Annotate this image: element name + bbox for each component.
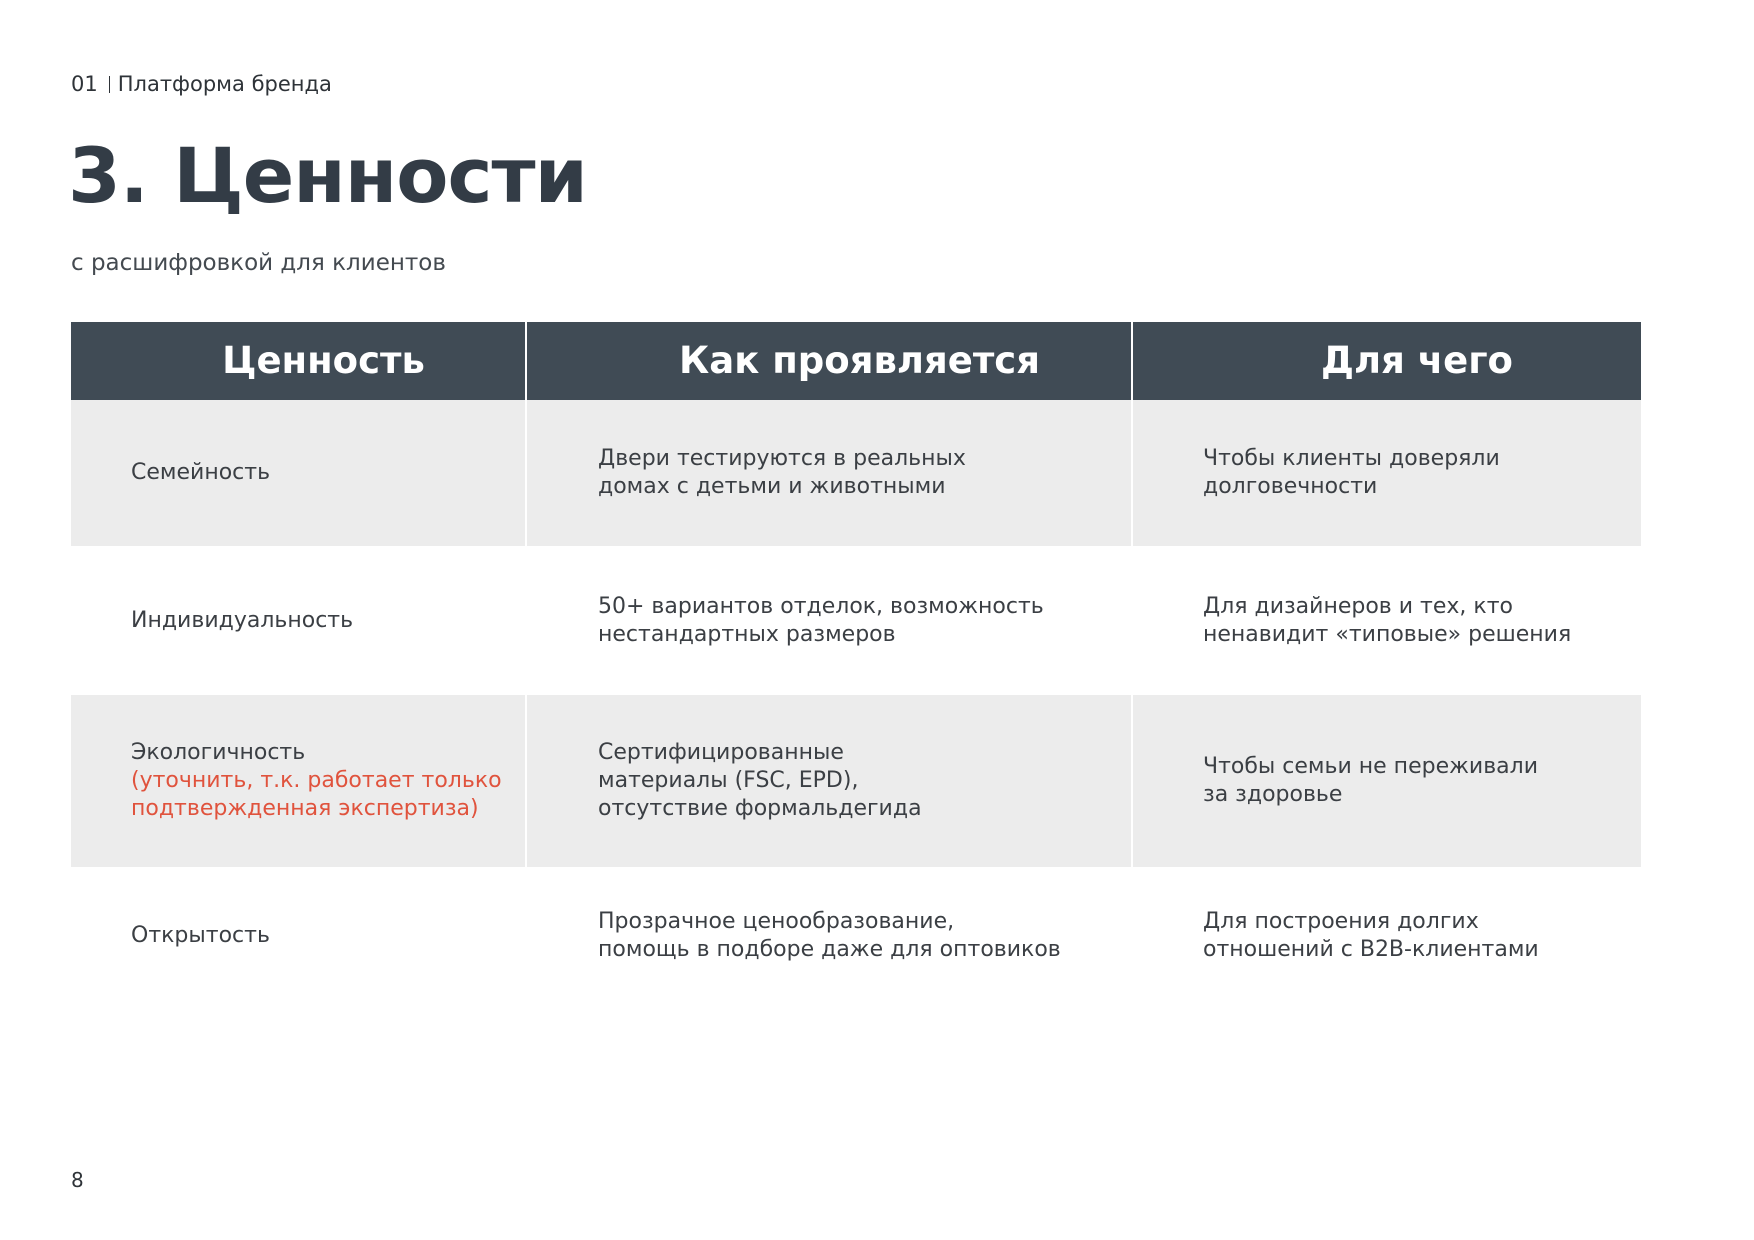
text-line: Для дизайнеров и тех, кто (1203, 593, 1513, 619)
text-line: помощь в подборе даже для оптовиков (598, 936, 1061, 962)
table-header (71, 322, 1641, 400)
text-line: материалы (FSC, EPD), (598, 768, 859, 793)
page-title: 3. Ценности (68, 131, 587, 220)
text-line: Сертифицированные (598, 740, 844, 765)
value-cell (71, 546, 525, 695)
value-name: Индивидуальность (131, 607, 354, 633)
text-line: за здоровье (1203, 782, 1343, 807)
text-line: домах с детьми и животными (598, 474, 946, 499)
page-number: 8 (71, 1168, 84, 1192)
text-line: Для построения долгих (1203, 908, 1479, 934)
text-line: Чтобы семьи не переживали (1203, 754, 1539, 779)
text-line: отношений с B2B-клиентами (1203, 936, 1539, 962)
value-name: Экологичность (131, 740, 306, 765)
purpose-cell (1131, 400, 1641, 546)
manifestation-cell (525, 867, 1131, 1004)
text-line: ненавидит «типовые» решения (1203, 621, 1572, 647)
value-name: Открытость (131, 922, 270, 948)
section-number: 01 (71, 72, 98, 96)
text-line: Прозрачное ценообразование, (598, 908, 955, 934)
value-note: (уточнить, т.к. работает только (131, 768, 502, 793)
table-row (71, 400, 1641, 546)
column-header-value: Ценность (222, 339, 425, 382)
value-cell (71, 695, 525, 867)
manifestation-cell (525, 695, 1131, 867)
breadcrumb (71, 72, 332, 96)
value-cell (71, 400, 525, 546)
text-line: 50+ вариантов отделок, возможность (598, 593, 1044, 619)
purpose-cell (1131, 867, 1641, 1004)
text-line: Двери тестируются в реальных (598, 446, 966, 471)
text-line: отсутствие формальдегида (598, 796, 922, 821)
table-row (71, 867, 1641, 1004)
text-line: долговечности (1203, 474, 1378, 499)
section-name: Платформа бренда (117, 72, 332, 96)
values-table (71, 322, 1641, 1004)
value-name: Семейность (131, 460, 271, 485)
purpose-cell (1131, 695, 1641, 867)
text-line: Чтобы клиенты доверяли (1203, 446, 1500, 471)
value-note: подтвержденная экспертиза) (131, 796, 479, 821)
value-cell (71, 867, 525, 1004)
table-row (71, 546, 1641, 695)
column-header-purpose: Для чего (1131, 322, 1641, 400)
page-subtitle: с расшифровкой для клиентов (71, 250, 446, 276)
purpose-cell (1131, 546, 1641, 695)
manifestation-cell (525, 400, 1131, 546)
table-row (71, 695, 1641, 867)
manifestation-cell (525, 546, 1131, 695)
breadcrumb-divider (109, 76, 110, 93)
column-header-manifestation: Как проявляется (525, 322, 1131, 400)
text-line: нестандартных размеров (598, 621, 896, 647)
